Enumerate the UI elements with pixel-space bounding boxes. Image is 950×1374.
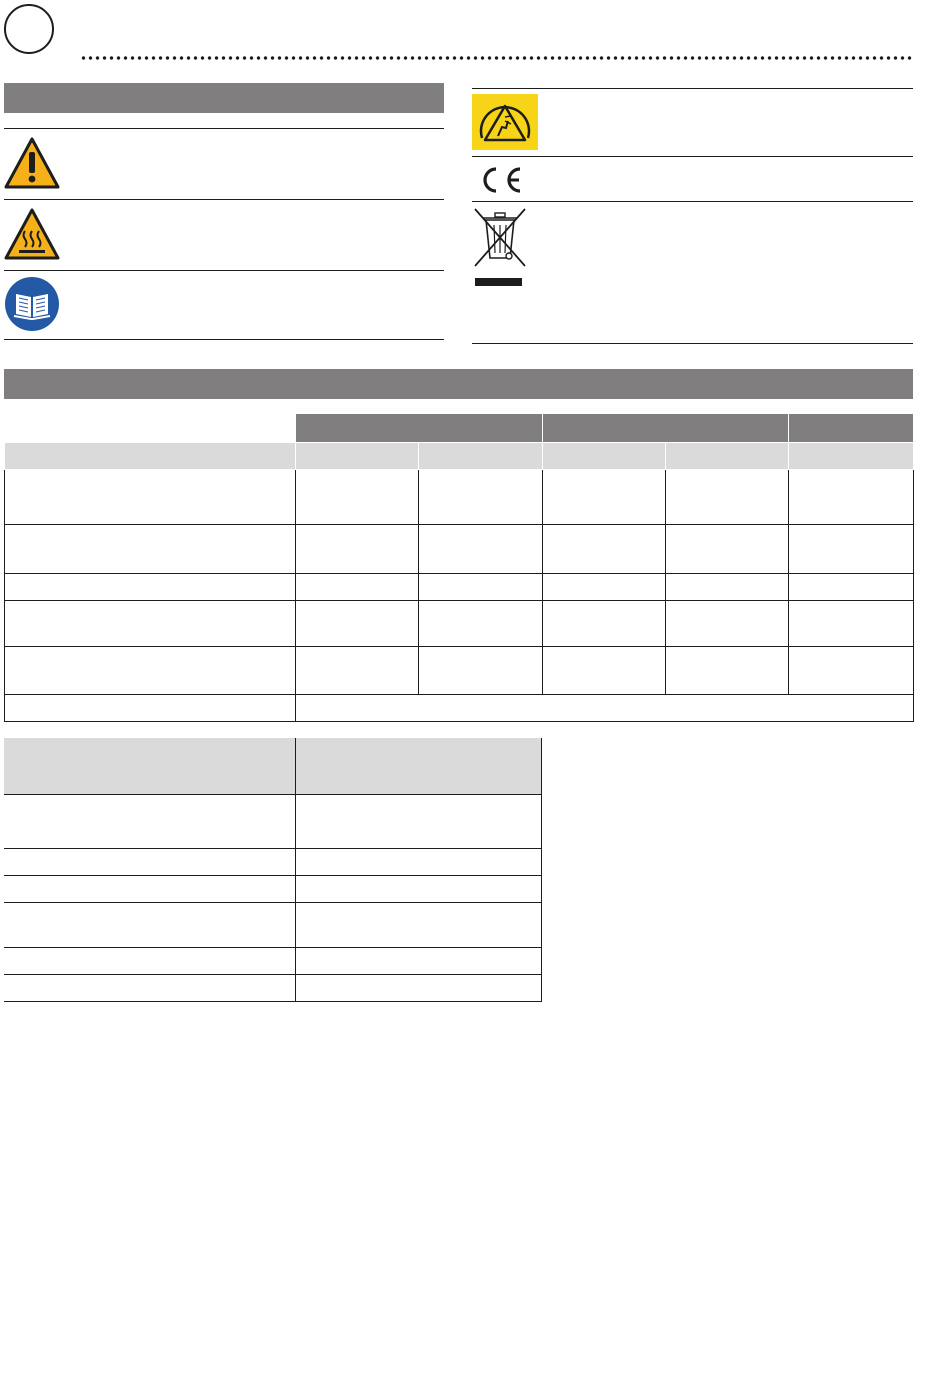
table-cell [296,574,419,601]
table-cell [666,601,789,647]
table-header-cell [295,738,541,794]
table-header-cell [4,738,295,794]
table-cell [543,525,666,574]
sub-header [419,443,543,470]
esd-icon [472,94,538,150]
table-cell [543,574,666,601]
table-cell [5,601,296,647]
table-row [4,902,541,947]
divider [4,339,444,340]
table-row [5,695,914,722]
divider [472,343,913,344]
table-cell [789,470,914,525]
table-cell [419,601,543,647]
group-header [543,414,789,443]
table-cell [4,875,295,902]
sub-header [543,443,666,470]
table-cell [295,947,541,974]
table-cell [296,470,419,525]
sub-header [789,443,914,470]
table-cell [5,574,296,601]
table-cell [419,647,543,695]
divider [472,156,913,157]
ce-mark-icon [476,164,524,196]
sub-header [296,443,419,470]
divider [472,88,913,89]
table-cell [419,525,543,574]
warning-triangle-icon [4,136,60,190]
table-cell [543,601,666,647]
table-cell [5,525,296,574]
table-row [4,794,541,848]
table-row [5,647,914,695]
table-row [5,470,914,525]
divider [472,201,913,202]
read-manual-icon [5,277,59,331]
table-row [4,947,541,974]
divider [4,270,444,271]
table-cell [4,974,295,1001]
table-cell [295,848,541,875]
table-cell [789,574,914,601]
table-row [4,848,541,875]
table-cell [543,647,666,695]
symbols-section-bar [4,83,444,113]
divider [4,128,444,129]
weee-bin-icon [472,206,528,288]
table-row [5,525,914,574]
dotted-divider [80,55,914,61]
table-cell [419,574,543,601]
sub-header [666,443,789,470]
group-header [296,414,543,443]
sub-header [5,443,296,470]
table-corner [5,414,296,443]
table-row [5,574,914,601]
table-cell [4,794,295,848]
table-row [4,974,541,1001]
table-cell [666,470,789,525]
table-cell [4,848,295,875]
table-cell [543,470,666,525]
table-cell [5,470,296,525]
table-row [5,601,914,647]
technical-data-table [4,413,914,722]
table-cell [666,525,789,574]
table-cell [295,974,541,1001]
table-cell [789,525,914,574]
table-cell [666,574,789,601]
divider [4,199,444,200]
table-cell [789,647,914,695]
table-cell [4,947,295,974]
hot-surface-icon [4,207,60,261]
table-cell [295,794,541,848]
technical-data-section-bar [4,369,913,399]
table-cell [295,902,541,947]
language-badge [4,4,54,54]
table-cell [666,647,789,695]
table-cell-merged [296,695,914,722]
table-cell [296,525,419,574]
table-row [4,875,541,902]
table-cell [295,875,541,902]
table-cell [419,470,543,525]
table-cell [4,902,295,947]
table-cell [296,601,419,647]
table-cell [789,601,914,647]
table-cell [5,695,296,722]
secondary-data-table [4,738,542,1002]
group-header [789,414,914,443]
table-cell [5,647,296,695]
table-cell [296,647,419,695]
